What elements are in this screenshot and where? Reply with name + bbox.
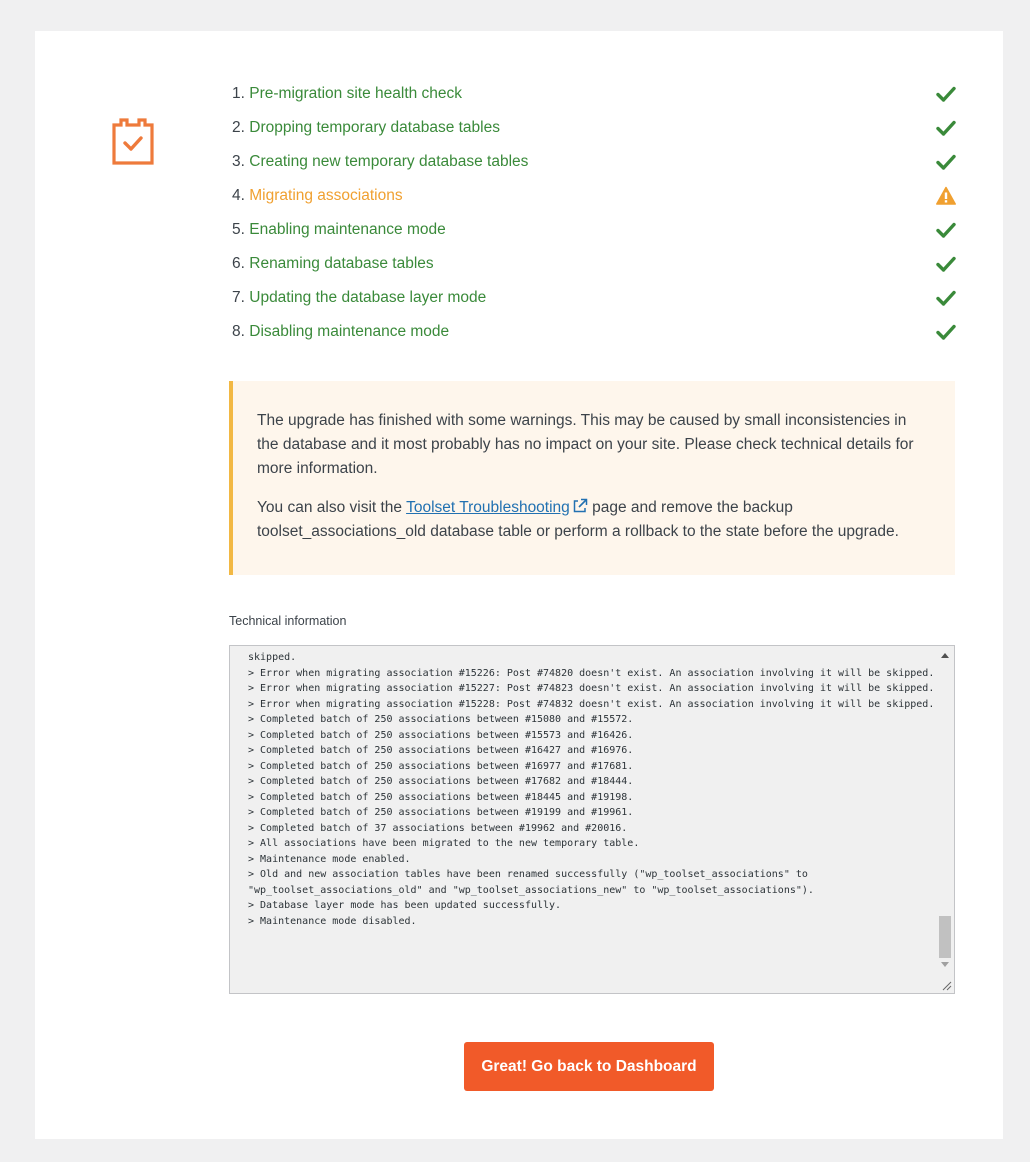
technical-information-label: Technical information bbox=[229, 614, 347, 628]
step-number: 1. bbox=[232, 85, 245, 102]
check-icon bbox=[936, 152, 956, 172]
step-label: Updating the database layer mode bbox=[249, 289, 487, 306]
notice-text: You can also visit the bbox=[257, 499, 407, 516]
step-label: Migrating associations bbox=[249, 187, 403, 204]
upgrade-card bbox=[35, 31, 1003, 1139]
link-label: Toolset Troubleshooting bbox=[406, 499, 570, 516]
migration-step bbox=[232, 247, 956, 281]
step-number: 6. bbox=[232, 255, 245, 272]
step-label: Renaming database tables bbox=[249, 255, 434, 272]
log-line: > Old and new association tables have been renamed successfully ("wp_toolset_associations" to "wp_toolset_associations_old" and "wp_toolset_associations_new" to "wp_toolset_associations"). bbox=[248, 869, 814, 896]
log-line: > Error when migrating association #15228: Post #74832 doesn't exist. An association involving it will be skipped. bbox=[248, 698, 935, 710]
log-line: > Completed batch of 250 associations between #17682 and #18444. bbox=[248, 776, 634, 787]
log-line: > Completed batch of 250 associations between #18445 and #19198. bbox=[248, 791, 634, 803]
check-icon bbox=[936, 254, 956, 274]
check-icon bbox=[936, 84, 956, 104]
warning-notice bbox=[229, 381, 955, 575]
log-line: > Database layer mode has been updated successfully. bbox=[248, 900, 562, 911]
migration-step bbox=[232, 77, 956, 111]
check-icon bbox=[936, 288, 956, 308]
log-line: > Completed batch of 250 associations between #15080 and #15572. bbox=[248, 714, 634, 725]
step-number: 5. bbox=[232, 221, 245, 238]
technical-log-content bbox=[248, 650, 938, 929]
step-label: Disabling maintenance mode bbox=[249, 323, 450, 340]
step-label: Enabling maintenance mode bbox=[249, 221, 446, 238]
scroll-down-arrow-icon[interactable] bbox=[941, 962, 949, 967]
migration-step bbox=[232, 281, 956, 315]
log-line: > All associations have been migrated to the new temporary table. bbox=[248, 838, 640, 849]
notice-text: page and remove the backup toolset_associations_old database table or perform a rollback to the state before the upgrade. bbox=[257, 499, 899, 540]
log-line: > Completed batch of 250 associations between #15573 and #16426. bbox=[248, 729, 634, 741]
step-label: Dropping temporary database tables bbox=[249, 119, 500, 136]
go-back-to-dashboard-button[interactable]: Great! Go back to Dashboard bbox=[464, 1042, 714, 1091]
check-icon bbox=[936, 220, 956, 240]
scroll-thumb[interactable] bbox=[939, 916, 951, 958]
technical-log-textarea[interactable] bbox=[229, 645, 955, 994]
check-icon bbox=[936, 322, 956, 342]
external-link-icon bbox=[572, 498, 588, 514]
step-number: 3. bbox=[232, 153, 245, 170]
migration-step bbox=[232, 315, 956, 349]
migration-step bbox=[232, 213, 956, 247]
step-label: Creating new temporary database tables bbox=[249, 153, 529, 170]
scroll-up-arrow-icon[interactable] bbox=[941, 653, 949, 658]
resize-grip-icon[interactable] bbox=[940, 979, 952, 991]
migration-steps-list bbox=[232, 77, 956, 349]
calendar-check-icon bbox=[108, 117, 158, 167]
step-label: Pre-migration site health check bbox=[249, 85, 463, 102]
log-line: > Completed batch of 250 associations between #16977 and #17681. bbox=[248, 760, 634, 772]
log-line: > Completed batch of 250 associations between #16427 and #16976. bbox=[248, 745, 634, 756]
warning-icon bbox=[936, 186, 956, 206]
notice-paragraph-links bbox=[257, 496, 915, 544]
step-number: 4. bbox=[232, 187, 245, 204]
log-line: > Completed batch of 37 associations between #19962 and #20016. bbox=[248, 822, 628, 834]
notice-paragraph: The upgrade has finished with some warnings. This may be caused by small inconsistencies in the database and it most probably has no impact on your site. Please check technical details for more information. bbox=[257, 412, 914, 477]
toolset-troubleshooting-link[interactable] bbox=[406, 499, 588, 516]
migration-step bbox=[232, 179, 956, 213]
log-line: > Error when migrating association #15226: Post #74820 doesn't exist. An association involving it will be skipped. bbox=[248, 667, 935, 679]
log-line: > Completed batch of 250 associations between #19199 and #19961. bbox=[248, 807, 634, 818]
migration-step bbox=[232, 111, 956, 145]
step-number: 7. bbox=[232, 289, 245, 306]
log-line: > Error when migrating association #15227: Post #74823 doesn't exist. An association involving it will be skipped. bbox=[248, 683, 935, 694]
log-line: skipped. bbox=[248, 652, 297, 663]
check-icon bbox=[936, 118, 956, 138]
log-line: > Maintenance mode enabled. bbox=[248, 853, 411, 865]
migration-step bbox=[232, 145, 956, 179]
step-number: 2. bbox=[232, 119, 245, 136]
log-line: > Maintenance mode disabled. bbox=[248, 915, 417, 927]
log-scrollbar[interactable] bbox=[937, 646, 954, 993]
step-number: 8. bbox=[232, 323, 245, 340]
